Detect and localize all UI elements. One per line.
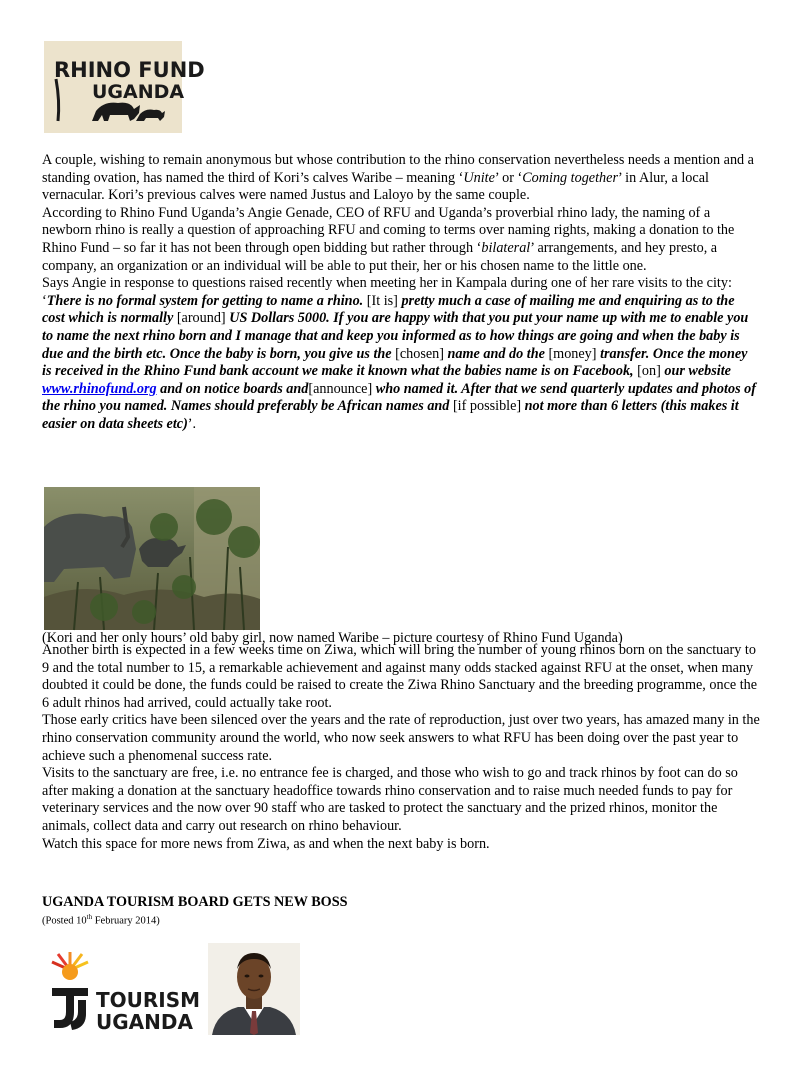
- svg-text:UGANDA: UGANDA: [96, 1010, 193, 1034]
- svg-text:RHINO FUND: RHINO FUND: [54, 58, 205, 82]
- article-headline: UGANDA TOURISM BOARD GETS NEW BOSS: [42, 894, 348, 910]
- svg-text:UGANDA: UGANDA: [92, 81, 185, 103]
- article-paragraph-naming: A couple, wishing to remain anonymous but whose contribution to the rhino conservation nevertheless needs a mention and a standing ovation, has named the third of Kori’s calves Waribe – meaning ‘Unite’ or ‘Coming together’ in Alur, a local vernacular. Kori’s previous calves were named Justus and Laloyo by the same couple. According to Rhino Fund Uganda’s Angie Genade, CEO of RFU and Uganda’s proverbial rhino lady, the naming of a newborn rhino is really a question of approaching RFU and coming to terms over naming rights, making a donation to the Rhino Fund – so far it has not been through open bidding but rather through ‘bilateral’ arrangements, and hey presto, a company, an organization or an individual will be able to put their, her or his chosen name to the little one. Says Angie in response to questions raised recently when meeting her in Kampala during one of her rare visits to the city: ‘There is no formal system for getting to name a rhino. [It is] pretty much a case of mailing me and enquiring as to the cost which is normally [around] US Dollars 5000. If you are happy with that you put your name up with me to enable you to name the next rhino born and I manage that and keep you informed as to how things are going and when the baby is due and the birth etc. Once the baby is born, you give us the [chosen] name and do the [money] transfer. Once the money is received in the Rhino Fund bank account we make it known what the babies name is on Facebook, [on] our website www.rhinofund.org and on notice boards and[announce] who named it. After that we send quarterly updates and photos of the rhino you named. Names should preferably be African names and [if possible] not more than 6 letters (this makes it easier on data sheets etc)’.: [42, 152, 756, 432]
- svg-text:TOURISM: TOURISM: [96, 988, 201, 1012]
- rhinofund-website-link[interactable]: www.rhinofund.org: [42, 380, 157, 397]
- posted-date: (Posted 10th February 2014): [42, 913, 160, 927]
- article-paragraph-sanctuary: Another birth is expected in a few weeks time on Ziwa, which will bring the number of young rhinos born on the sanctuary to 9 and the total number to 15, a remarkable achievement and against many odds stacked against RFU at the onset, when many doubted it could be done, the funds could be raised to create the Ziwa Rhino Sanctuary and the breeding programme, once the 6 adult rhinos had arrived, could actually take root. Those early critics have been silenced over the years and the rate of reproduction, just over two years, has amazed many in the rhino conservation community around the world, who now seek answers to what RFU has been doing over the past year to achieve such a phenomenal success rate. Visits to the sanctuary are free, i.e. no entrance fee is charged, and those who wish to go and track rhinos by foot can do so after making a donation at the sanctuary headoffice towards rhino conservation and to raise much needed funds to pay for veterinary services and the now over 90 staff who are tasked to protect the sanctuary and the prized rhinos, monitor the animals, collect data and carry out research on rhino behaviour. Watch this space for more news from Ziwa, as and when the next baby is born.: [42, 642, 760, 852]
- rhino-fund-uganda-logo: [44, 41, 205, 133]
- photo-caption: (Kori and her only hours’ old baby girl, now named Waribe – picture courtesy of Rhino Fund Uganda): [42, 630, 623, 646]
- new-boss-portrait: [208, 943, 300, 1035]
- tourism-uganda-logo: [44, 950, 206, 1032]
- rhino-mother-and-calf-photo: [44, 487, 260, 630]
